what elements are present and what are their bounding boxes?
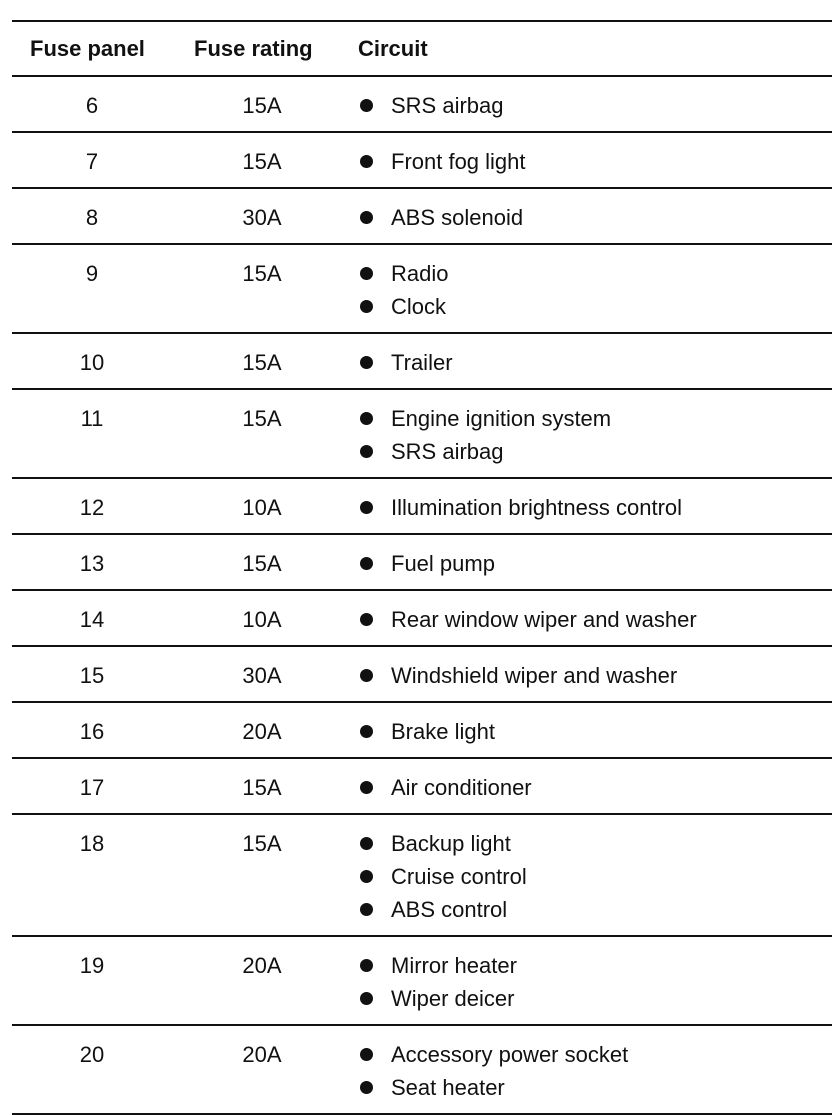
circuit-label: Accessory power socket [391, 1042, 629, 1067]
table-row [12, 535, 832, 591]
fuse-rating-cell: 30A [242, 663, 282, 688]
table-row [12, 815, 832, 937]
circuit-label: Wiper deicer [391, 986, 515, 1011]
fuse-rating-cell: 20A [242, 719, 282, 744]
circuit-label: Radio [391, 261, 449, 286]
circuit-cell [352, 257, 832, 323]
circuit-item [360, 491, 832, 524]
circuit-cell [352, 491, 832, 524]
fuse-panel-cell: 11 [80, 406, 104, 431]
bullet-icon [360, 445, 373, 458]
circuit-cell [352, 659, 832, 692]
bullet-icon [360, 1048, 373, 1061]
table-row [12, 390, 832, 479]
circuit-item [360, 435, 832, 468]
circuit-cell [352, 715, 832, 748]
fuse-rating-cell: 20A [242, 1042, 282, 1067]
circuit-cell [352, 145, 832, 178]
circuit-cell [352, 771, 832, 804]
table-row [12, 245, 832, 334]
table-row [12, 77, 832, 133]
circuit-label: Trailer [391, 350, 453, 375]
circuit-item [360, 1071, 832, 1104]
table-row [12, 647, 832, 703]
bullet-icon [360, 725, 373, 738]
circuit-label: Front fog light [391, 149, 526, 174]
bullet-icon [360, 1081, 373, 1094]
circuit-cell [352, 603, 832, 636]
table-row [12, 759, 832, 815]
circuit-label: Brake light [391, 719, 495, 744]
fuse-rating-cell: 15A [242, 261, 282, 286]
circuit-item [360, 860, 832, 893]
fuse-table [12, 20, 832, 1115]
circuit-item [360, 893, 832, 926]
bullet-icon [360, 155, 373, 168]
circuit-label: Backup light [391, 831, 511, 856]
bullet-icon [360, 99, 373, 112]
header-fuse-panel: Fuse panel [30, 35, 145, 61]
table-row [12, 1026, 832, 1115]
circuit-cell [352, 1038, 832, 1104]
fuse-panel-cell: 6 [85, 93, 99, 118]
fuse-panel-cell: 10 [79, 350, 105, 375]
bullet-icon [360, 669, 373, 682]
circuit-item [360, 1038, 832, 1071]
fuse-panel-cell: 19 [79, 953, 105, 978]
fuse-rating-cell: 15A [242, 93, 282, 118]
circuit-item [360, 603, 832, 636]
circuit-cell [352, 547, 832, 580]
bullet-icon [360, 992, 373, 1005]
fuse-rating-cell: 15A [242, 831, 282, 856]
fuse-panel-cell: 14 [79, 607, 105, 632]
table-row [12, 937, 832, 1026]
bullet-icon [360, 211, 373, 224]
circuit-cell [352, 201, 832, 234]
circuit-item [360, 659, 832, 692]
bullet-icon [360, 870, 373, 883]
bullet-icon [360, 300, 373, 313]
fuse-rating-cell: 20A [242, 953, 282, 978]
circuit-item [360, 145, 832, 178]
circuit-label: Rear window wiper and washer [391, 607, 697, 632]
bullet-icon [360, 959, 373, 972]
circuit-item [360, 290, 832, 323]
bullet-icon [360, 837, 373, 850]
circuit-item [360, 771, 832, 804]
bullet-icon [360, 557, 373, 570]
circuit-item [360, 402, 832, 435]
fuse-rating-cell: 15A [242, 775, 282, 800]
fuse-panel-cell: 18 [79, 831, 105, 856]
fuse-panel-cell: 15 [79, 663, 105, 688]
table-row [12, 334, 832, 390]
fuse-panel-cell: 20 [79, 1042, 105, 1067]
circuit-label: Windshield wiper and washer [391, 663, 678, 688]
circuit-cell [352, 346, 832, 379]
circuit-cell [352, 89, 832, 122]
fuse-rating-cell: 15A [242, 551, 282, 576]
table-header [12, 22, 832, 77]
circuit-label: Seat heater [391, 1075, 505, 1100]
bullet-icon [360, 501, 373, 514]
circuit-label: SRS airbag [391, 93, 504, 118]
bullet-icon [360, 356, 373, 369]
circuit-label: SRS airbag [391, 439, 504, 464]
circuit-label: Fuel pump [391, 551, 495, 576]
header-fuse-rating: Fuse rating [194, 35, 313, 61]
circuit-item [360, 715, 832, 748]
circuit-cell [352, 949, 832, 1015]
fuse-panel-cell: 8 [85, 205, 99, 230]
circuit-label: Clock [391, 294, 447, 319]
bullet-icon [360, 613, 373, 626]
table-row [12, 189, 832, 245]
fuse-panel-cell: 13 [79, 551, 105, 576]
table-row [12, 591, 832, 647]
header-circuit: Circuit [358, 35, 428, 61]
fuse-panel-cell: 12 [79, 495, 105, 520]
circuit-item [360, 257, 832, 290]
circuit-item [360, 89, 832, 122]
circuit-label: ABS control [391, 897, 508, 922]
bullet-icon [360, 412, 373, 425]
circuit-label: ABS solenoid [391, 205, 524, 230]
circuit-item [360, 827, 832, 860]
bullet-icon [360, 781, 373, 794]
fuse-panel-cell: 17 [79, 775, 105, 800]
circuit-cell [352, 402, 832, 468]
fuse-panel-cell: 9 [85, 261, 99, 286]
circuit-item [360, 201, 832, 234]
fuse-rating-cell: 15A [242, 406, 282, 431]
fuse-rating-cell: 10A [242, 607, 282, 632]
bullet-icon [360, 903, 373, 916]
fuse-rating-cell: 15A [242, 350, 282, 375]
circuit-label: Cruise control [391, 864, 527, 889]
table-body [12, 77, 832, 1115]
fuse-rating-cell: 15A [242, 149, 282, 174]
circuit-label: Illumination brightness control [391, 495, 683, 520]
table-row [12, 133, 832, 189]
fuse-panel-cell: 7 [85, 149, 99, 174]
circuit-label: Air conditioner [391, 775, 532, 800]
circuit-item [360, 346, 832, 379]
fuse-rating-cell: 10A [242, 495, 282, 520]
circuit-item [360, 547, 832, 580]
fuse-panel-cell: 16 [79, 719, 105, 744]
table-row [12, 479, 832, 535]
circuit-label: Engine ignition system [391, 406, 612, 431]
table-row [12, 703, 832, 759]
circuit-cell [352, 827, 832, 926]
fuse-rating-cell: 30A [242, 205, 282, 230]
circuit-item [360, 982, 832, 1015]
circuit-label: Mirror heater [391, 953, 517, 978]
circuit-item [360, 949, 832, 982]
bullet-icon [360, 267, 373, 280]
